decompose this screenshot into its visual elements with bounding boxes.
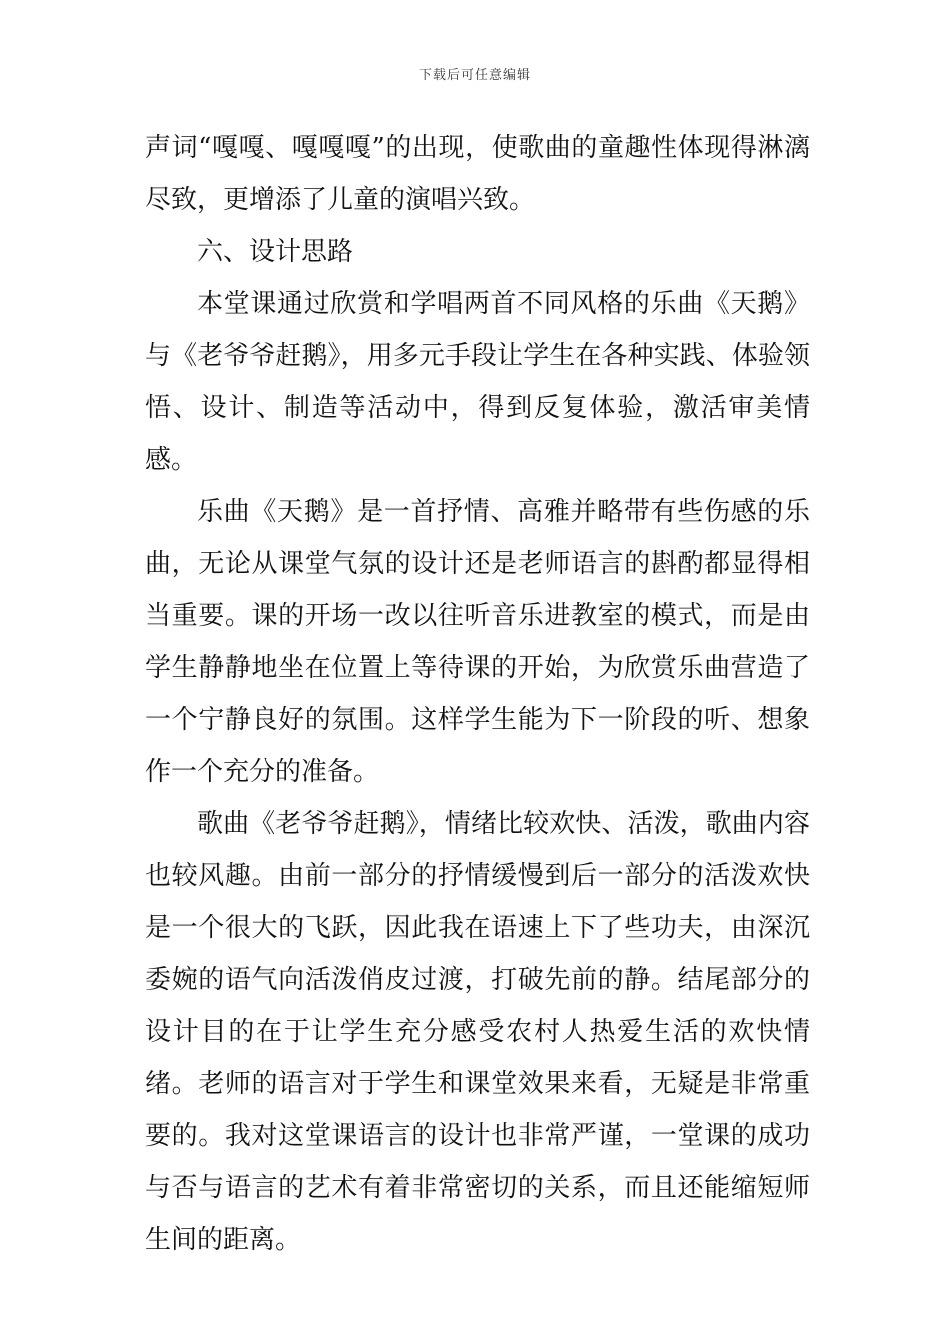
paragraph: 本堂课通过欣赏和学唱两首不同风格的乐曲《天鹅》与《老爷爷赶鹅》，用多元手段让学生在各种实践、体验领悟、设计、制造等活动中，得到反复体验，激活审美情感。 [145, 289, 810, 475]
paragraph: 歌曲《老爷爷赶鹅》，情绪比较欢快、活泼，歌曲内容也较风趣。由前一部分的抒情缓慢到后一部分的活泼欢快是一个很大的飞跃，因此我在语速上下了些功夫，由深沉委婉的语气向活泼俏皮过渡，打破先前的静。结尾部分的设计目的在于让学生充分感受农村人热爱生活的欢快情绪。老师的语言对于学生和课堂效果来看，无疑是非常重要的。我对这堂课语言的设计也非常严谨，一堂课的成功与否与语言的艺术有着非常密切的关系，而且还能缩短师生间的距离。 [145, 809, 810, 1255]
document-body [145, 122, 810, 1266]
paragraph-continuation: 声词“嘎嘎、嘎嘎嘎”的出现，使歌曲的童趣性体现得淋漓尽致，更增添了儿童的演唱兴致。 [145, 133, 810, 215]
paragraph: 乐曲《天鹅》是一首抒情、高雅并略带有些伤感的乐曲，无论从课堂气氛的设计还是老师语言的斟酌都显得相当重要。课的开场一改以往听音乐进教室的模式，而是由学生静静地坐在位置上等待课的开始，为欣赏乐曲营造了一个宁静良好的氛围。这样学生能为下一阶段的听、想象作一个充分的准备。 [145, 497, 810, 787]
page-header-note: 下载后可任意编辑 [418, 68, 531, 83]
section-heading: 六、设计思路 [197, 237, 354, 267]
